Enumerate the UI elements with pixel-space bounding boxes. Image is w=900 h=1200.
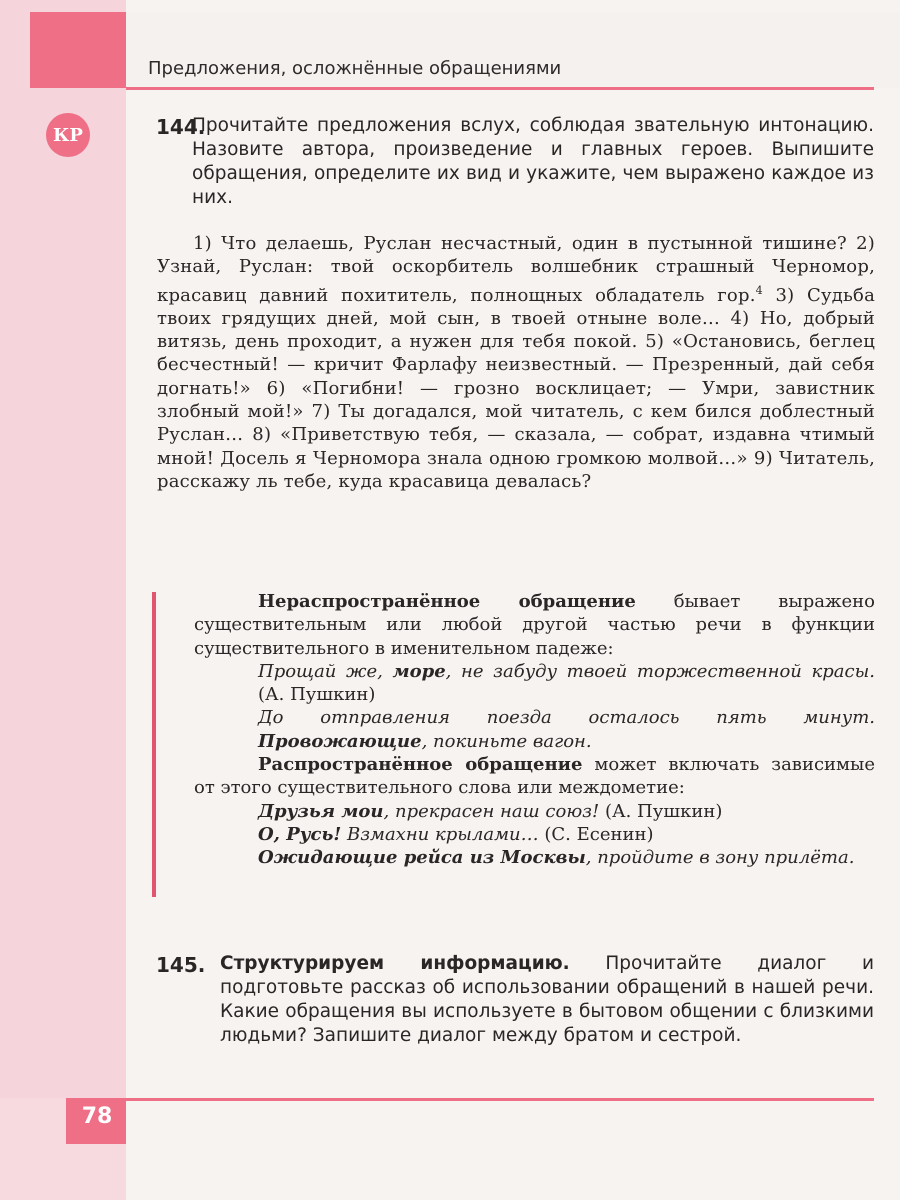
example-3-source: (А. Пушкин) [599,800,723,822]
rule-paragraph-1 [194,590,875,660]
header-accent-block [30,12,126,88]
example-3-address: Друзья мои [258,800,384,822]
exercise-144-text [157,232,875,493]
rule-paragraph-2 [194,753,875,800]
rule-example-3 [194,800,875,823]
example-2-part-a: До отправления поезда осталось пять минут. [258,707,875,729]
exercise-144-task: Прочитайте предложения вслух, соблюдая звательную интонацию. Назовите автора, произведение и главных героев. Выпишите обращения, определите их вид и укажите, чем выражено каждое из них. [192,115,874,208]
rule-term-2: Распространённое обращение [258,754,583,776]
example-1-part-c: , не забуду твоей торжественной красы. [445,660,875,682]
rule-text-1: бывает выражено существительным или любой другой частью речи в функции существительного в именительном падеже: [194,591,875,659]
example-5-part-b: , пройдите в зону прилёта. [585,847,855,869]
footnote-mark: 4 [755,283,763,297]
page-number: 78 [81,1104,113,1129]
rule-text-2: может включать зависимые от этого существительного слова или междометие: [194,754,875,799]
footer-divider [126,1098,874,1101]
example-2-part-c: , покиньте вагон. [421,730,592,752]
rule-example-2 [194,706,875,753]
example-4-part-b: Взмахни крылами… [341,823,539,845]
example-5-address: Ожидающие рейса из Москвы [258,847,586,869]
exercise-144-text-part1: 1) Что делаешь, Руслан несчастный, один в пустынной тишине? 2) Узнай, Руслан: твой оскорбитель волшебник страшный Черномор, красавиц давний похититель, полнощных обладатель гор. [157,233,875,306]
example-1-source: (А. Пушкин) [258,684,376,706]
example-2-address: Провожающие [258,730,422,752]
left-margin-band [0,0,126,1200]
exercise-144-text-part2: 3) Судьба твоих грядущих дней, мой сын, в твоей отныне воле… 4) Но, добрый витязь, день проходит, а нужен для тебя покой. 5) «Остановись, беглец бесчестный! — кричит Фарлафу неизвестный. — Презренный, дай себя догнать!» 6) «Погибни! — грозно восклицает; — Умри, завистник злобный мой!» 7) Ты догадался, мой читатель, с кем бился доблестный Руслан… 8) «Приветствую тебя, — сказала, — собрат, издавна чтимый мной! Досель я Черномора знала одною громкою молвой…» 9) Читатель, расскажу ль тебе, куда красавица девалась? [157,284,876,492]
kr-badge-icon: КР [46,113,90,157]
example-3-part-b: , прекрасен наш союз! [383,800,600,822]
rule-box [194,590,875,870]
example-4-source: (С. Есенин) [538,823,654,845]
example-1-address: море [392,660,446,682]
exercise-145-bold: Структурируем информацию. [220,953,570,974]
rule-example-4 [194,823,875,846]
header-divider [126,87,874,90]
exercise-145-number: 145. [156,953,206,977]
rule-example-1 [194,660,875,707]
exercise-145-text: Прочитайте диалог и подготовьте рассказ об использовании обращений в нашей речи. Какие обращения вы используете в бытовом общении с близкими людьми? Запишите диалог между братом и сестрой. [220,953,874,1046]
exercise-144-number: 144. [156,115,206,139]
rule-example-5 [194,846,875,869]
running-header-title: Предложения, осложнённые обращениями [148,58,562,79]
example-1-part-a: Прощай же, [258,660,393,682]
exercise-145-task [220,952,874,1048]
rule-box-bar [152,592,156,897]
example-4-address: О, Русь! [258,823,342,845]
rule-term-1: Нераспространённое обращение [258,591,636,612]
